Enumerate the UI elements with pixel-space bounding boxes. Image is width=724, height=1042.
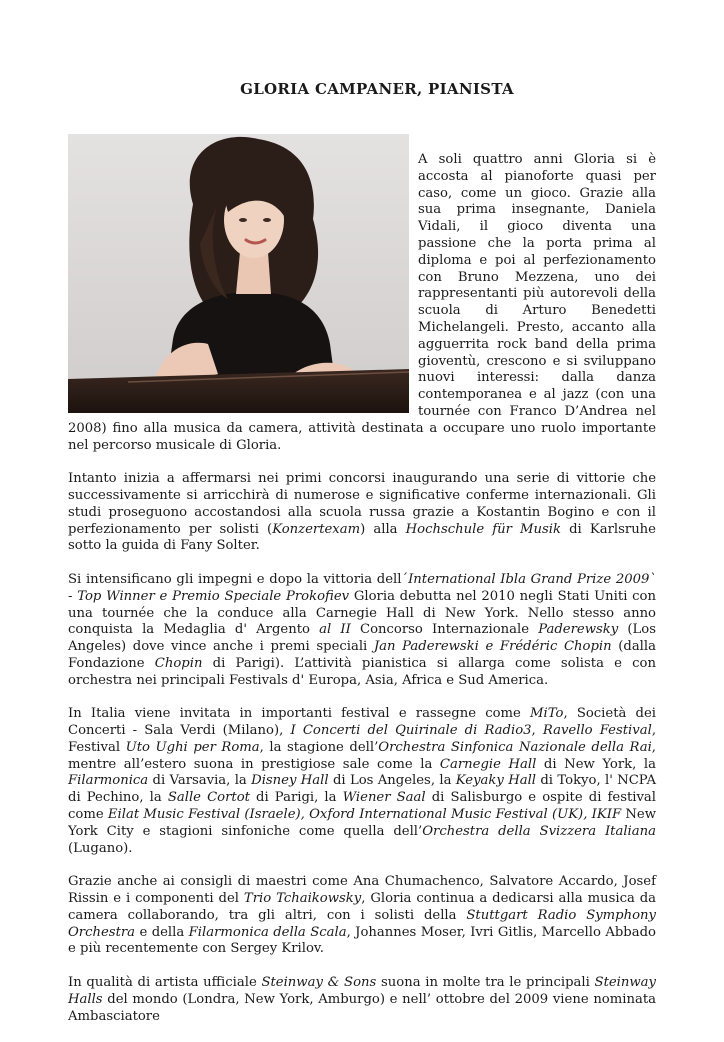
text-run: suona in molte tra le principali [376,975,595,991]
text-run: del mondo (Londra, New York, Amburgo) e nell’ ottobre del 2009 viene nominata Ambasciatore [68,991,656,1024]
paragraph-6 [68,975,656,1025]
italic-run: I Concerti del Quirinale di Radio3 [290,723,532,739]
italic-run: Paderewsky [538,622,619,638]
article-body [68,152,656,1042]
paragraph-2 [68,471,656,555]
italic-run: Ravello Festival [542,723,652,739]
italic-run: Carnegie Hall [439,756,537,772]
text-run: ) alla [360,521,406,537]
italic-run: Keyaky Hall [455,773,536,789]
page-title: GLORIA CAMPANER, PIANISTA [240,80,514,98]
italic-run: Eilat Music Festival (Israele), Oxford International Music Festival (UK), IKIF [107,807,622,823]
text-run: A soli quattro anni Gloria si è accosta al pianoforte quasi per caso, come un gioco. Grazie alla sua prima insegnante, Daniela Vidali, il gioco diventa una passione che la porta prima al diploma e poi al perfezionamento con Bruno Mezzena, uno dei rappresentanti più autorevoli della scuola di Arturo Benedetti Michelangeli. Presto, accanto alla agguerrita rock band della prima gioventù, crescono e si sviluppano nuovi interessi: dalla danza contemporanea e al jazz (con una tournée con Franco D’Andrea nel 2008) fino alla musica da camera, attività destinata a occupare uno ruolo importante nel percorso musicale di Gloria. [68,152,656,453]
italic-run: Stuttgart Radio Symphony Orchestra [68,907,656,940]
italic-run: Jan Paderewski e Frédéric Chopin [373,639,612,655]
italic-run: Uto Ughi per Roma [125,739,260,755]
paragraph-3 [68,572,656,690]
italic-run: Filarmonica della Scala [188,924,347,940]
text-run: e della [135,924,189,940]
paragraph-4 [68,706,656,857]
text-run: New York City e stagioni sinfoniche come quella dell’ [68,807,657,839]
paragraph-5 [68,874,656,958]
photo-wrap-spacer [68,152,418,412]
text-run: Si intensificano gli impegni e dopo la vittoria dell´ [68,571,409,587]
italic-run: Salle Cortot [167,790,250,806]
text-run: Intanto inizia a affermarsi nei primi concorsi inaugurando una serie di vittorie che successivamente si arricchirà di numerose e significative conferme internazionali. Gli studi proseguono accostandosi alla scuola russa grazie a Kostantin Bogino e con il perfezionamento per solisti ( [68,471,656,537]
text-run: (Los Angeles) dove vince anche i premi speciali [68,622,656,655]
text-run: , Società dei Concerti - Sala Verdi (Milano), [68,706,656,739]
text-run: In qualità di artista ufficiale [68,975,262,991]
text-run: Gloria debutta nel 2010 negli Stati Uniti con una tournée che la conduce alla Carnegie Hall di New York. Nello stesso anno conquista la Medaglia d' Argento [68,588,656,638]
text-run: Concorso Internazionale [350,622,539,638]
italic-run: International Ibla Grand Prize 2009` - Top Winner e Premio Speciale Prokofiev [68,571,656,604]
text-run: , Gloria continua a dedicarsi alla musica da camera collaborando, tra gli altri, con i solisti della [68,891,657,923]
italic-run: Disney Hall [251,773,329,789]
text-run: , la stagione dell’ [259,739,379,755]
text-run: Grazie anche ai consigli di maestri come Ana Chumachenco, Salvatore Accardo, Josef Rissin e i componenti del [68,874,656,907]
italic-run: Chopin [154,655,203,671]
italic-run: Steinway Halls [68,975,656,1007]
text-run: di Los Angeles, la [328,773,456,789]
italic-run: Filarmonica [68,773,149,789]
italic-run: Orchestra della Svizzera Italiana [422,823,656,839]
text-run: , mentre all’estero suona in prestigiose sale come la [68,739,656,772]
italic-run: Konzertexam [272,521,361,537]
text-run: , [531,723,543,739]
italic-run: Hochschule für Musik [405,521,561,537]
italic-run: Orchestra Sinfonica Nazionale della Rai [378,739,652,755]
text-run: di Salisburgo e ospite di festival come [68,790,657,823]
text-run: , Johannes Moser, Ivri Gitlis, Marcello Abbado e più recentemente con Sergey Krilov. [68,924,656,957]
text-run: di New York, la [536,756,657,772]
text-run: (Lugano). [68,840,133,856]
italic-run: al II [319,622,351,638]
italic-run: Trio Tchaikowsky [243,891,362,907]
italic-run: Wiener Saal [342,790,426,806]
text-run: In Italia viene invitata in importanti festival e rassegne come [68,706,531,722]
text-run: di Varsavia, la [148,773,252,789]
text-run: di Parigi). L’attività pianistica si allarga come solista e con orchestra nei principali Festivals d' Europa, Asia, Africa e Sud America. [68,655,656,688]
italic-run: MiTo [530,706,564,722]
text-run: di Parigi, la [249,790,343,806]
text-run: , Festival [68,723,657,755]
text-run: di Tokyo, l' NCPA di Pechino, la [68,773,656,806]
italic-run: Steinway & Sons [261,975,377,991]
text-run: (dalla Fondazione [68,639,656,671]
text-run: di Karlsruhe sotto la guida di Fany Solter. [68,521,656,554]
